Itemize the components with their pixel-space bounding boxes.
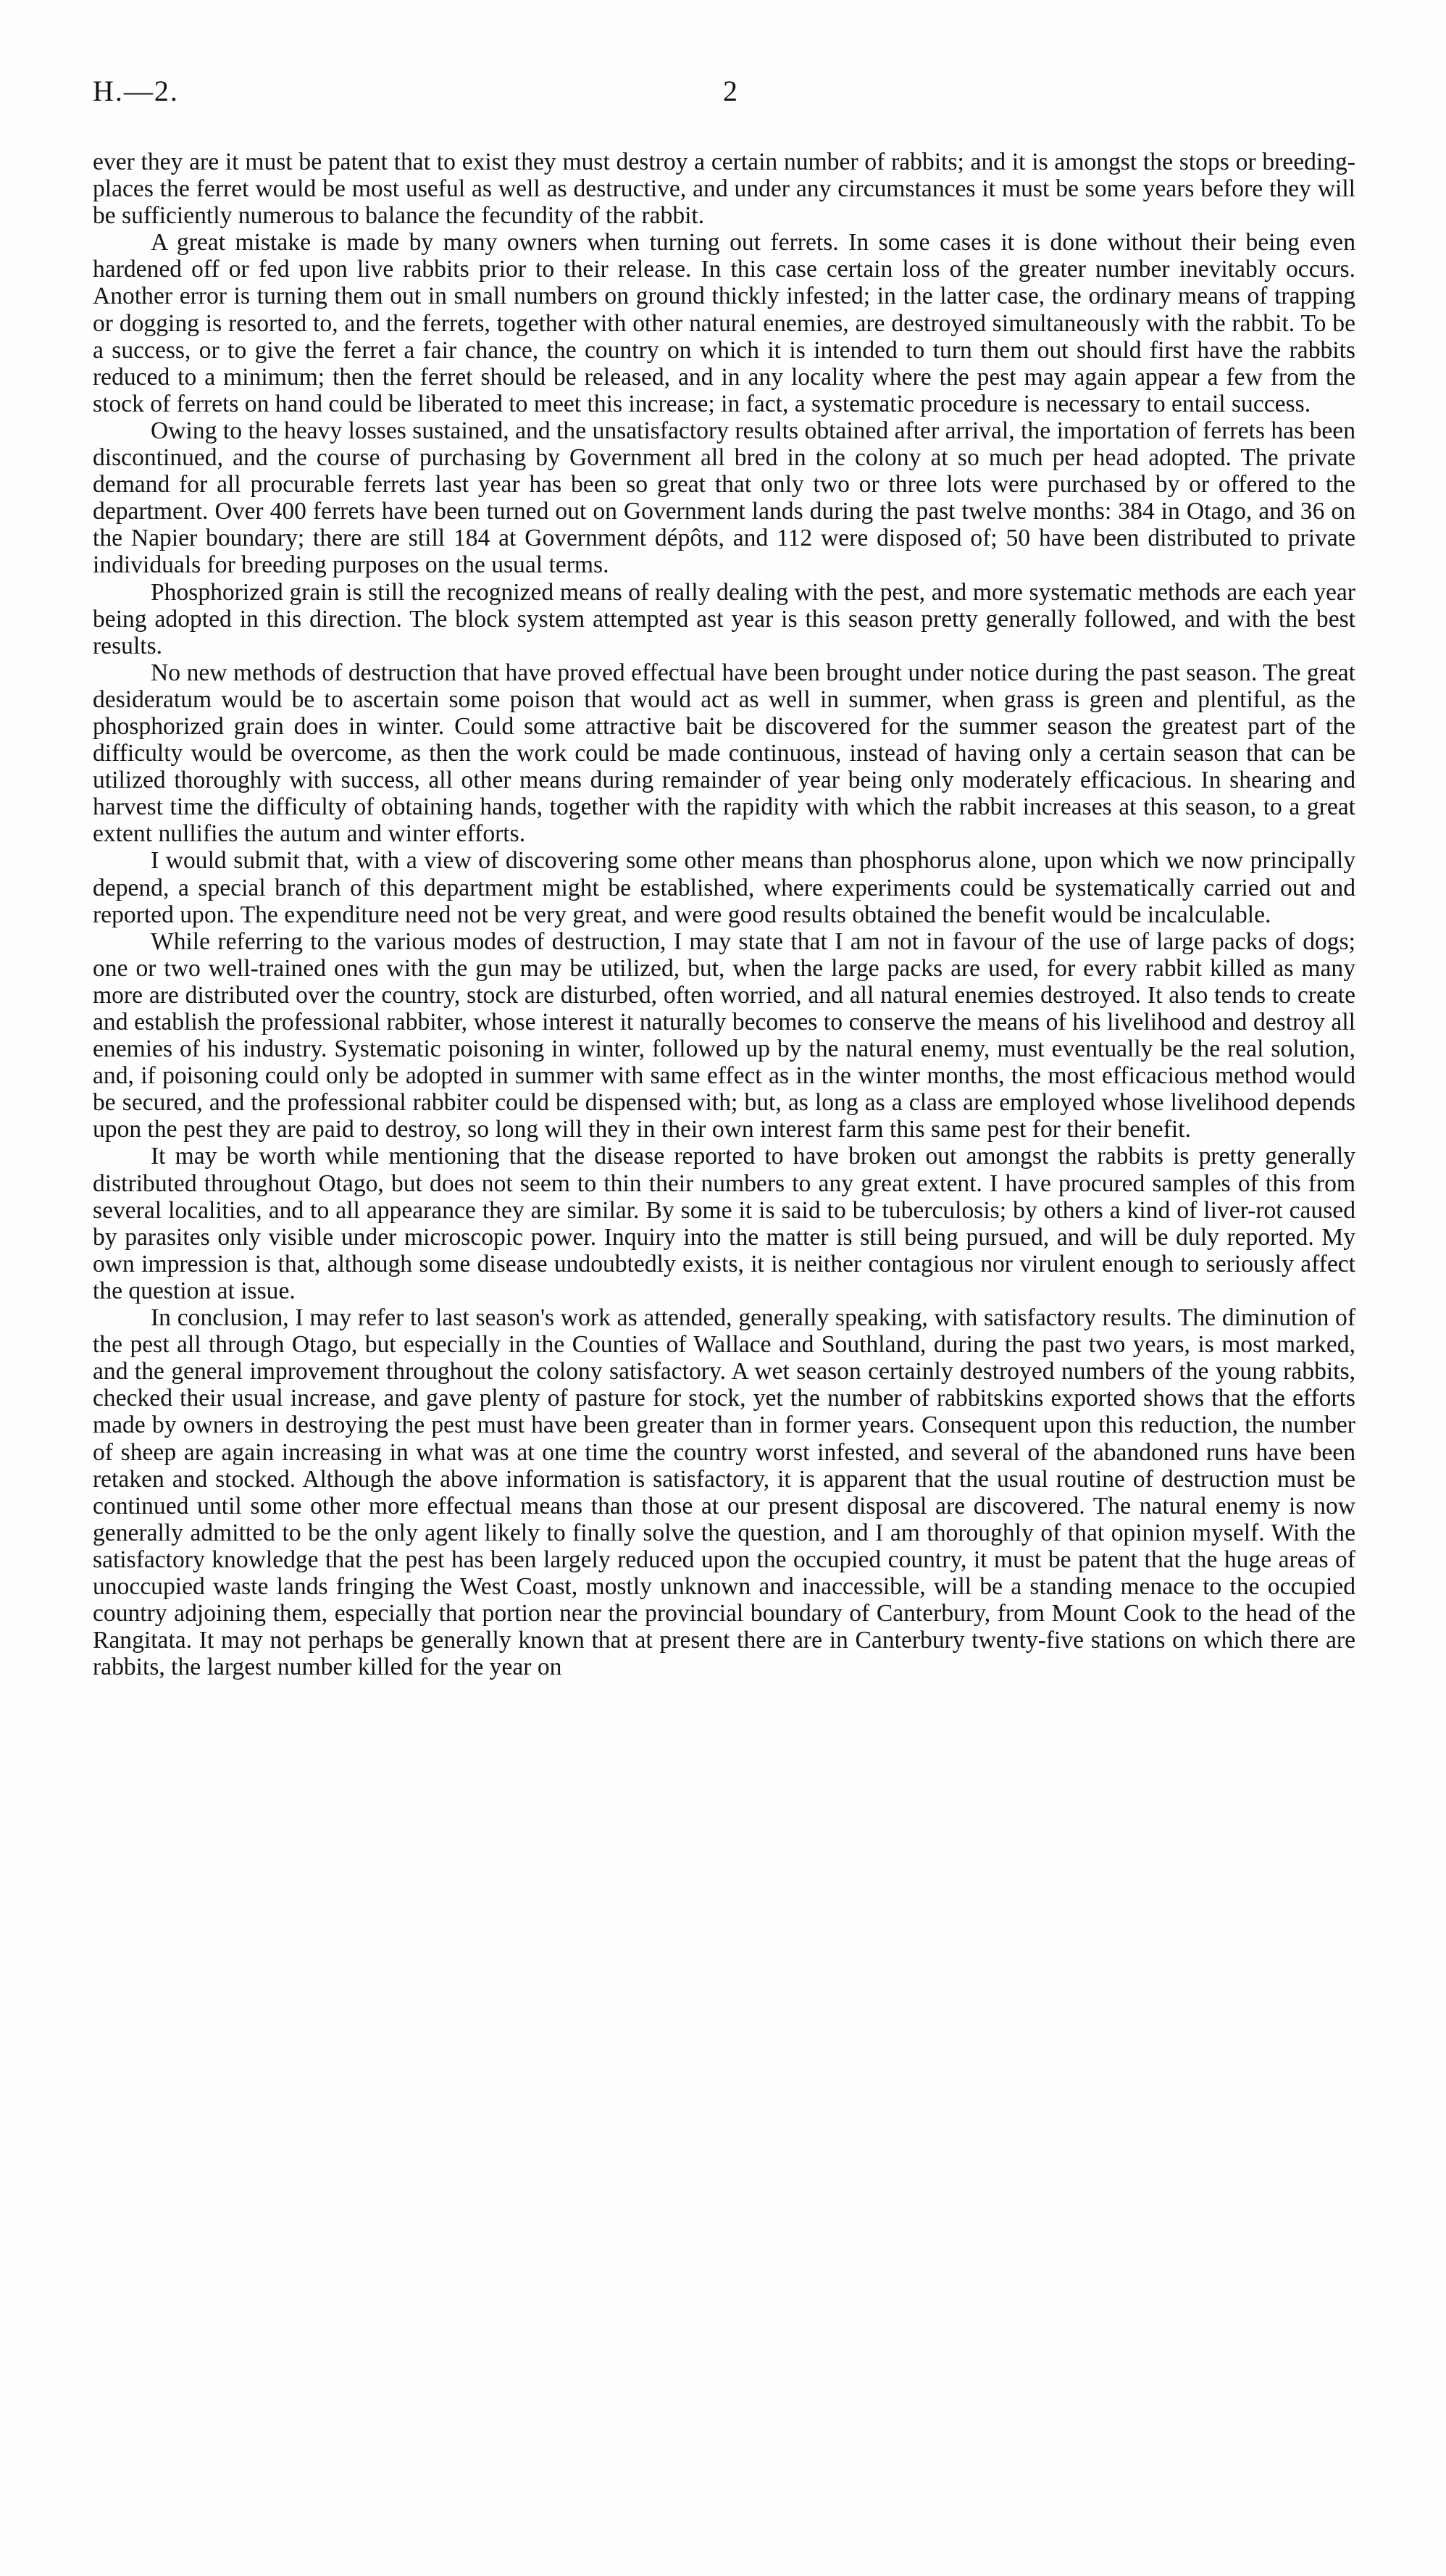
paragraph-ferret-release: A great mistake is made by many owners when turning out ferrets. In some cases it is done without their being even hardened off or fed upon live rabbits prior to their release. In this case certain loss of the greater number inevitably occurs. Another error is turning them out in small numbers on ground thickly infested; in the latter case, the ordinary means of trapping or dogging is resorted to, and the ferrets, together with other natural enemies, are destroyed simultaneously with the rabbit. To be a success, or to give the ferret a fair chance, the country on which it is intended to turn them out should first have the rabbits reduced to a minimum; then the ferret should be released, and in any locality where the pest may again appear a few from the stock of ferrets on hand could be liberated to meet this increase; in fact, a systematic procedure is necessary to entail success. (93, 229, 1355, 417)
paragraph-phosphorized-grain: Phosphorized grain is still the recognized means of really dealing with the pest, and more systematic methods are each year being adopted in this direction. The block system attempted ast year is this season pretty generally followed, and with the best results. (93, 578, 1355, 659)
body-text (93, 149, 1355, 1680)
paragraph-ferret-importation: Owing to the heavy losses sustained, and the unsatisfactory results obtained after arrival, the importation of ferrets has been discontinued, and the course of purchasing by Government all bred in the colony at so much per head adopted. The private demand for all procurable ferrets last year has been so great that only two or three lots were purchased by or offered to the department. Over 400 ferrets have been turned out on Government lands during the past twelve months: 384 in Otago, and 36 on the Napier boundary; there are still 184 at Government dépôts, and 112 were disposed of; 50 have been distributed to private individuals for breeding purposes on the usual terms. (93, 417, 1355, 579)
page-header (93, 74, 1368, 117)
paragraph-conclusion: In conclusion, I may refer to last season's work as attended, generally speaking, with satisfactory results. The diminution of the pest all through Otago, but especially in the Counties of Wallace and Southland, during the past two years, is most marked, and the general improvement throughout the colony satisfactory. A wet season certainly destroyed numbers of the young rabbits, checked their usual increase, and gave plenty of pasture for stock, yet the number of rabbitskins exported shows that the efforts made by owners in destroying the pest must have been greater than in former years. Consequent upon this reduction, the number of sheep are again increasing in what was at one time the country worst infested, and several of the abandoned runs have been retaken and stocked. Although the above information is satisfactory, it is apparent that the usual routine of destruction must be continued until some other more effectual means than those at our present disposal are discovered. The natural enemy is now generally admitted to be the only agent likely to finally solve the question, and I am thoroughly of that opinion myself. With the satisfactory knowledge that the pest has been largely reduced upon the occupied country, it must be patent that the huge areas of unoccupied waste lands fringing the West Coast, mostly unknown and inaccessible, will be a standing menace to the occupied country adjoining them, especially that portion near the provincial boundary of Canterbury, from Mount Cook to the head of the Rangitata. It may not perhaps be generally known that at present there are in Canterbury twenty-five stations on which there are rabbits, the largest number killed for the year on (93, 1304, 1355, 1681)
paragraph-new-methods: No new methods of destruction that have proved effectual have been brought under notice during the past season. The great desideratum would be to ascertain some poison that would act as well in summer, when grass is green and plentiful, as the phosphorized grain does in winter. Could some attractive bait be discovered for the summer season the greatest part of the difficulty would be overcome, as then the work could be made continuous, instead of having only a certain season that can be utilized thoroughly with success, all other means during remainder of year being only moderately efficacious. In shearing and harvest time the difficulty of obtaining hands, together with the rapidity with which the rabbit increases at this season, to a great extent nullifies the autum and winter efforts. (93, 659, 1355, 848)
paragraph-continued: ever they are it must be patent that to exist they must destroy a certain number of rabbits; and it is amongst the stops or breeding-places the ferret would be most useful as well as destructive, and under any circumstances it must be some years before they will be sufficiently numerous to balance the fecundity of the rabbit. (93, 149, 1355, 230)
page-number: 2 (723, 75, 737, 107)
document-code: H.—2. (93, 75, 179, 107)
paragraph-disease: It may be worth while mentioning that the disease reported to have broken out amongst the rabbits is pretty generally distributed throughout Otago, but does not seem to thin their numbers to any great extent. I have procured samples of this from several localities, and to all appearance they are similar. By some it is said to be tuberculosis; by others a kind of liver-rot caused by parasites only visible under microscopic power. Inquiry into the matter is still being pursued, and will be duly reported. My own impression is that, although some disease undoubtedly exists, it is neither contagious nor virulent enough to seriously affect the question at issue. (93, 1143, 1355, 1304)
paragraph-packs-of-dogs: While referring to the various modes of destruction, I may state that I am not in favour of the use of large packs of dogs; one or two well-trained ones with the gun may be utilized, but, when the large packs are used, for every rabbit killed as many more are distributed over the country, stock are disturbed, often worried, and all natural enemies destroyed. It also tends to create and establish the professional rabbiter, whose interest it naturally becomes to conserve the means of his livelihood and destroy all enemies of his industry. Systematic poisoning in winter, followed up by the natural enemy, must eventually be the real solution, and, if poisoning could only be adopted in summer with same effect as in the winter months, the most efficacious method would be secured, and the professional rabbiter could be dispensed with; but, as long as a class are employed whose livelihood depends upon the pest they are paid to destroy, so long will they in their own interest farm this same pest for their benefit. (93, 928, 1355, 1143)
paragraph-special-branch: I would submit that, with a view of discovering some other means than phosphorus alone, upon which we now principally depend, a special branch of this department might be established, where experiments could be systematically carried out and reported upon. The expenditure need not be very great, and were good results obtained the benefit would be incalculable. (93, 847, 1355, 928)
